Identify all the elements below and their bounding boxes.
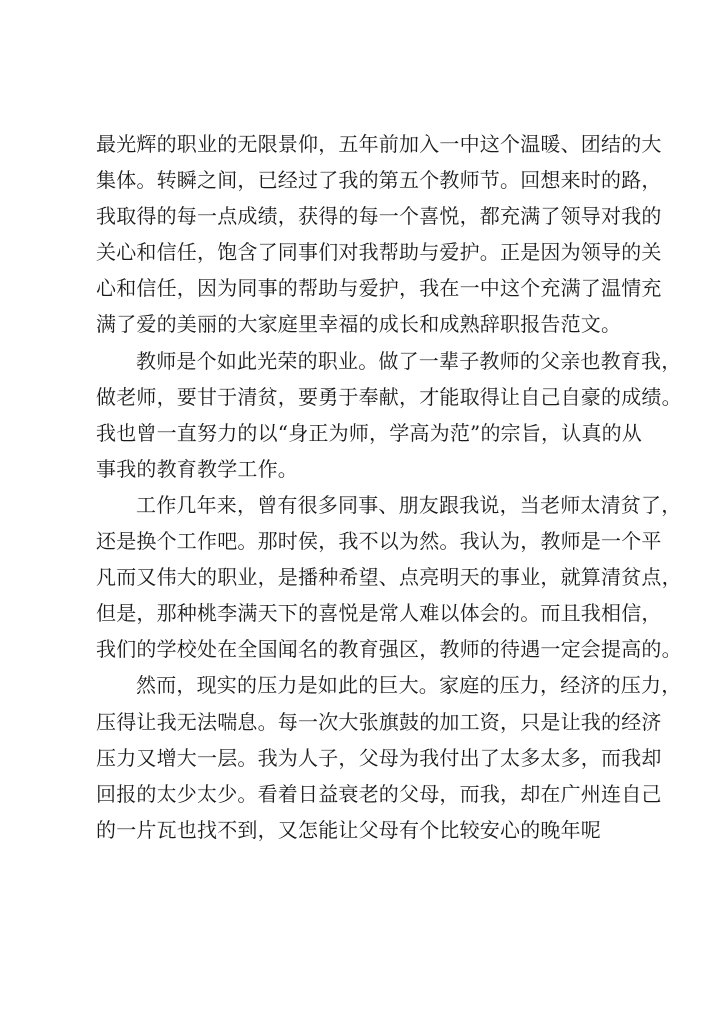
text-line: 凡而又伟大的职业，是播种希望、点亮明天的事业，就算清贫点， <box>96 565 682 590</box>
text-line: 关心和信任，饱含了同事们对我帮助与爱护。正是因为领导的关 <box>96 240 662 265</box>
text-line: 我取得的每一点成绩，获得的每一个喜悦，都充满了领导对我的 <box>96 204 662 229</box>
text-line: 压得让我无法喘息。每一次大张旗鼓的加工资，只是让我的经济 <box>96 709 662 734</box>
paragraph <box>96 343 682 487</box>
text-line: 但是，那种桃李满天下的喜悦是常人难以体会的。而且我相信， <box>96 601 662 626</box>
text-line: 工作几年来，曾有很多同事、朋友跟我说，当老师太清贫了， <box>136 492 682 517</box>
text-line: 集体。转瞬之间，已经过了我的第五个教师节。回想来时的路， <box>96 168 662 193</box>
text-line: 最光辉的职业的无限景仰，五年前加入一中这个温暖、团结的大 <box>96 132 662 156</box>
text-line: 压力又增大一层。我为人子，父母为我付出了太多太多，而我却 <box>96 745 662 770</box>
text-line: 然而，现实的压力是如此的巨大。家庭的压力，经济的压力， <box>136 673 682 698</box>
text-line: 满了爱的美丽的大家庭里幸福的成长和成熟辞职报告范文。 <box>96 312 622 337</box>
text-line: 事我的教育教学工作。 <box>96 456 298 481</box>
paragraph <box>96 487 682 667</box>
text-line: 的一片瓦也找不到，又怎能让父母有个比较安心的晚年呢 <box>96 817 601 842</box>
document-body <box>96 126 682 848</box>
text-line: 教师是个如此光荣的职业。做了一辈子教师的父亲也教育我， <box>136 348 682 373</box>
text-line: 心和信任，因为同事的帮助与爱护，我在一中这个充满了温情充 <box>96 276 662 301</box>
text-line: 我也曾一直努力的以“身正为师，学高为范”的宗旨，认真的从 <box>96 420 643 445</box>
paragraph <box>96 126 662 343</box>
text-line: 回报的太少太少。看着日益衰老的父母，而我，却在广州连自己 <box>96 781 662 806</box>
paragraph <box>96 667 682 847</box>
text-line: 我们的学校处在全国闻名的教育强区，教师的待遇一定会提高的。 <box>96 637 682 662</box>
text-line: 还是换个工作吧。那时侯，我不以为然。我认为，教师是一个平 <box>96 529 662 554</box>
text-line: 做老师，要甘于清贫，要勇于奉献，才能取得让自己自豪的成绩。 <box>96 384 682 409</box>
